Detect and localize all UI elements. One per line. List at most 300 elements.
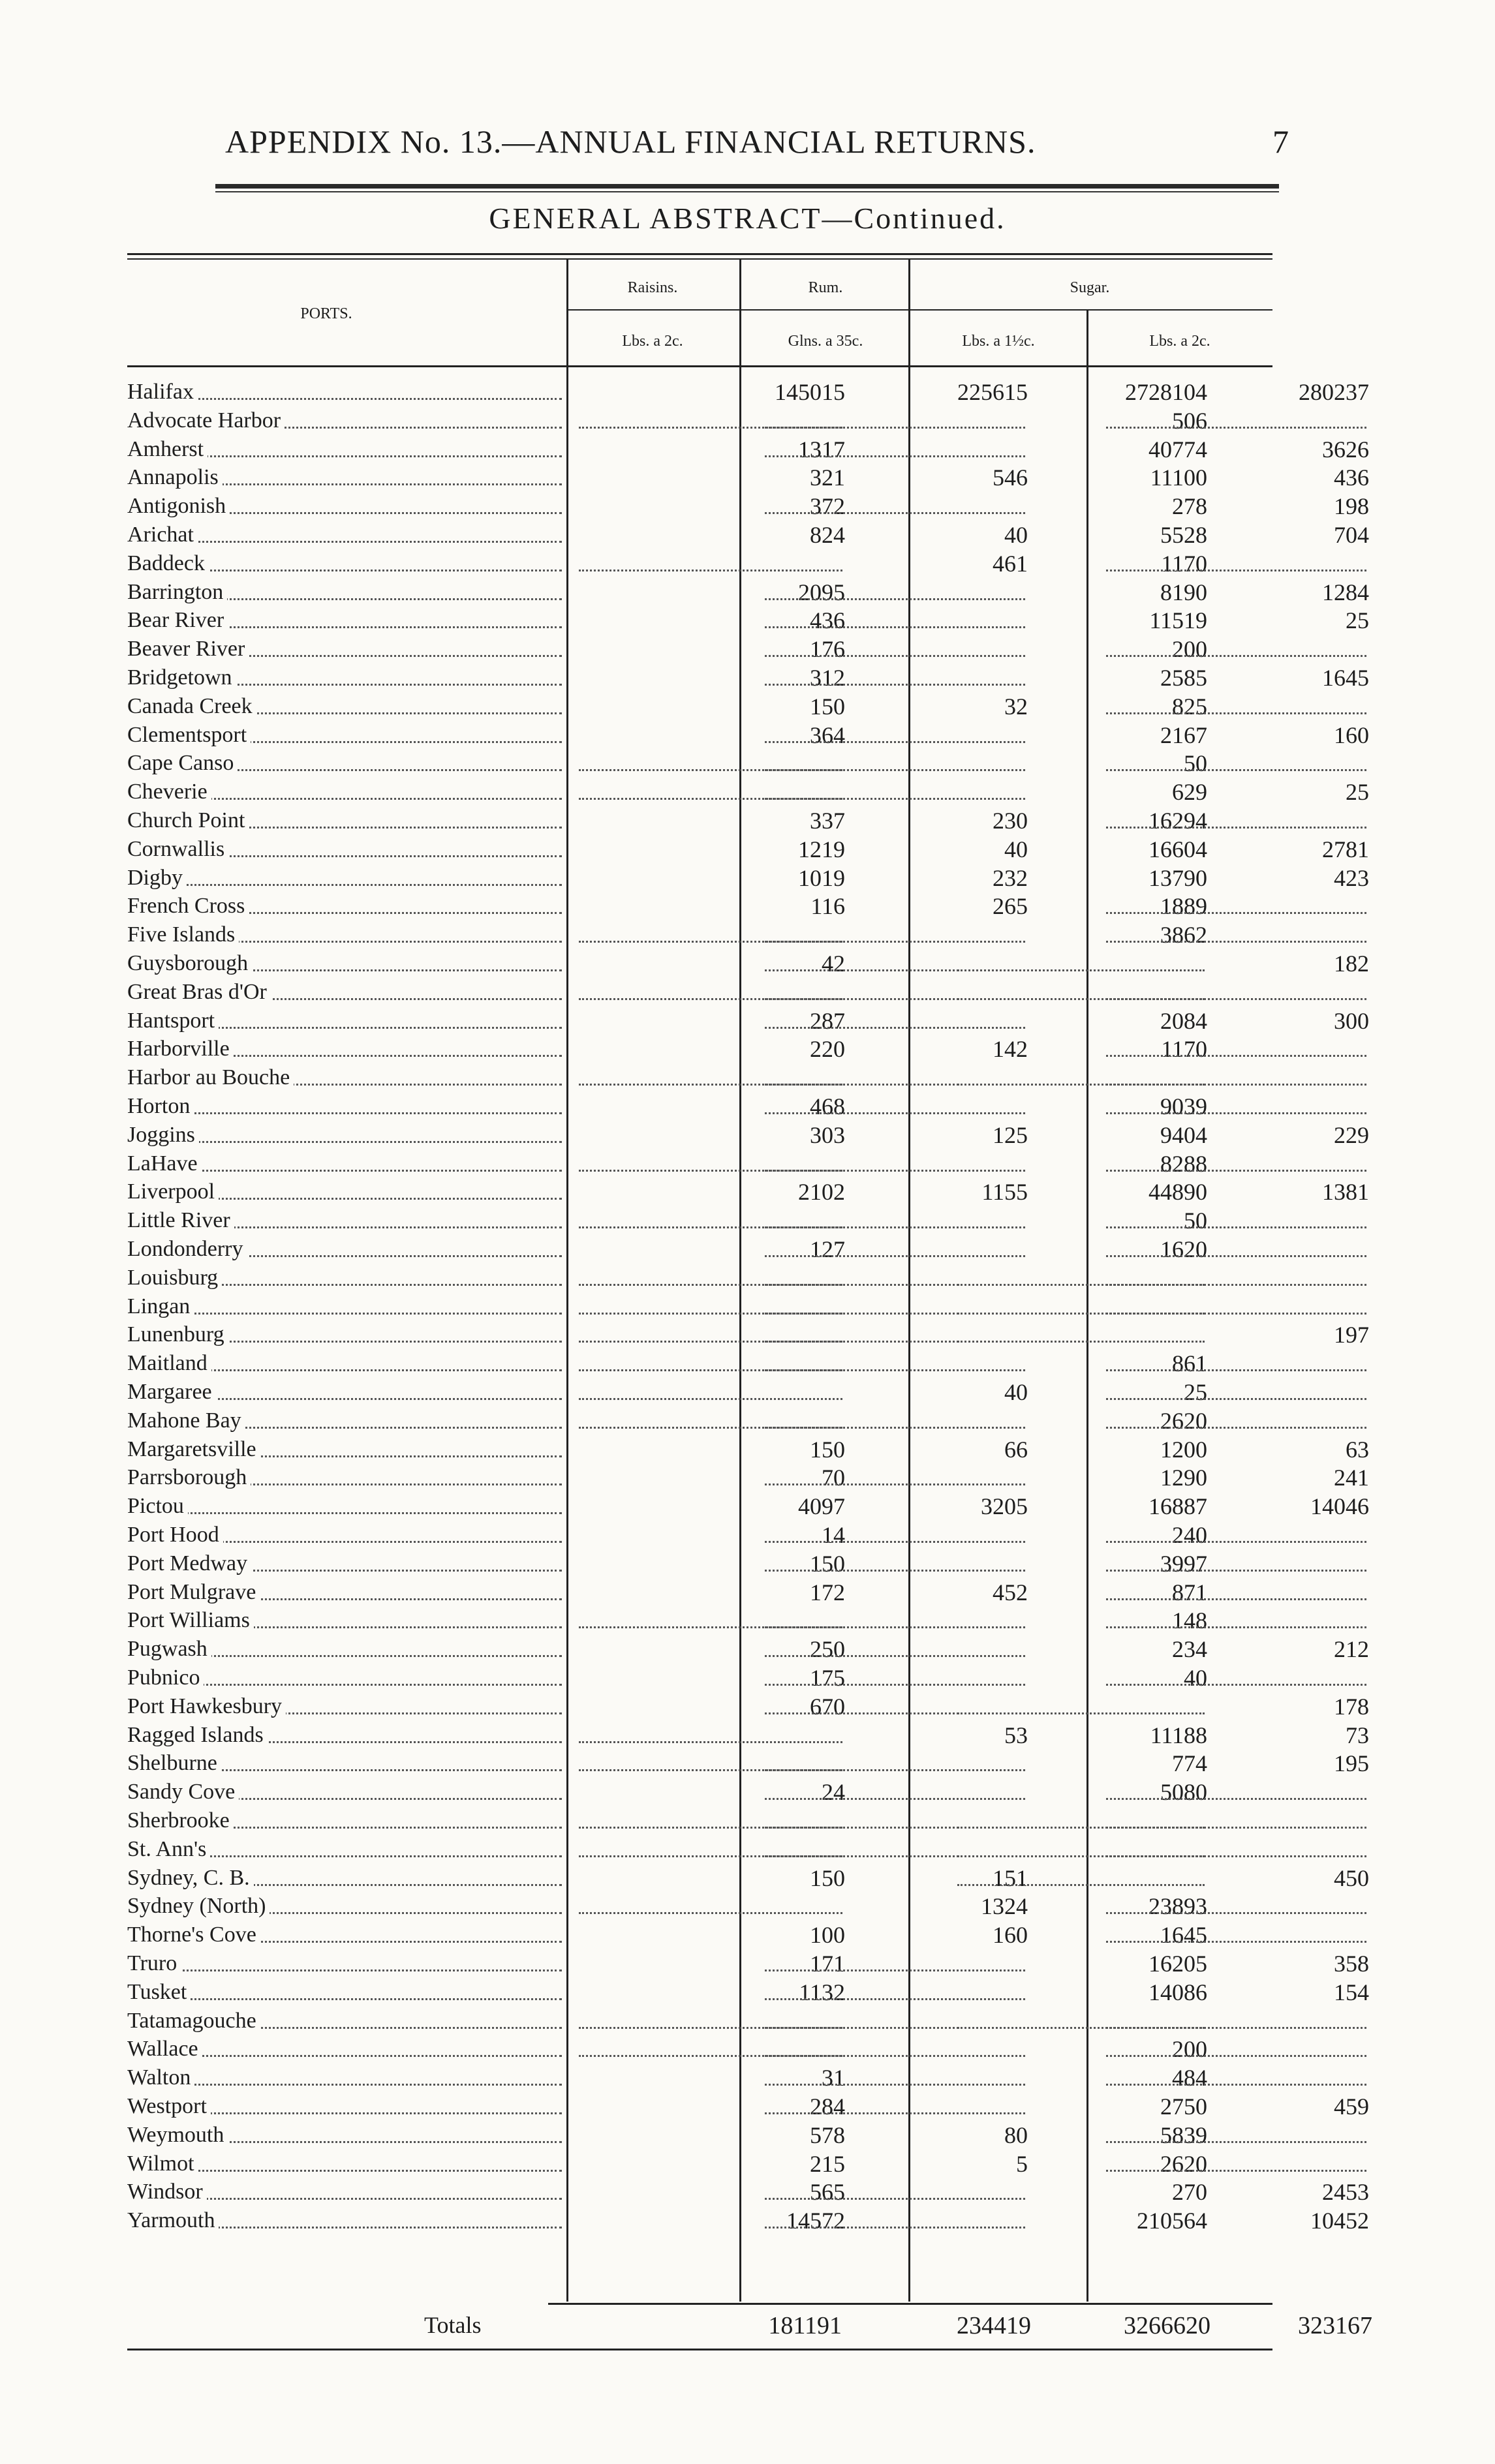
table-row — [127, 1607, 1269, 1634]
port-name — [127, 579, 571, 606]
table-row — [127, 1807, 1269, 1834]
sugar-2-cell — [1098, 1264, 1369, 1292]
sugar-1-cell: 13790 — [1148, 864, 1207, 891]
port-label: Londonderry — [127, 1237, 247, 1261]
sugar-1-cell: 2620 — [1160, 2150, 1207, 2177]
port-label: Westport — [127, 2094, 211, 2118]
port-name — [127, 521, 571, 549]
sugar-1-cell: 11519 — [1149, 607, 1207, 634]
raisins-cell: 176 — [810, 636, 845, 663]
port-label: Arichat — [127, 523, 198, 547]
sugar-1-cell: 2620 — [1160, 1407, 1207, 1434]
port-name — [127, 1979, 571, 2006]
total-sugar-1: 3266620 — [1124, 2312, 1210, 2339]
port-name — [127, 1264, 571, 1292]
sugar-2-cell: 280237 — [1299, 379, 1369, 405]
port-label: LaHave — [127, 1151, 202, 1176]
port-label: Shelburne — [127, 1751, 221, 1775]
bottom-rule — [127, 2349, 1272, 2350]
sugar-2-cell — [1098, 1350, 1369, 1377]
port-name — [127, 2178, 571, 2206]
port-name — [127, 1178, 571, 1206]
rum-cell: 80 — [1004, 2122, 1028, 2148]
table-row — [127, 892, 1269, 920]
rum-cell: 53 — [1004, 1722, 1028, 1748]
port-label: Halifax — [127, 380, 198, 404]
port-label: Port Hood — [127, 1523, 223, 1547]
table-row — [127, 2178, 1369, 2206]
sugar-1-cell: 40 — [1184, 1665, 1207, 1691]
port-name — [127, 1750, 571, 1777]
rum-cell: 265 — [993, 893, 1028, 920]
raisins-cell: 337 — [810, 808, 845, 834]
sugar-2-cell: 1645 — [1322, 665, 1369, 691]
totals-row — [127, 2311, 1372, 2343]
sugar-2-cell — [1098, 1778, 1369, 1806]
sugar-2-cell: 212 — [1334, 1636, 1369, 1663]
port-label: Cheverie — [127, 780, 211, 804]
table-row — [127, 950, 1369, 977]
sugar-1-cell: 1170 — [1161, 1036, 1207, 1063]
sugar-2-cell: 195 — [1334, 1750, 1369, 1777]
port-name — [127, 693, 571, 720]
table-row — [127, 464, 1369, 491]
page-title: APPENDIX No. 13.—ANNUAL FINANCIAL RETURNS. — [225, 123, 1036, 160]
port-label: Weymouth — [127, 2123, 228, 2147]
sugar-2-cell — [1098, 750, 1369, 777]
port-name — [127, 1321, 571, 1348]
table-row — [127, 521, 1369, 549]
sugar-2-cell — [1098, 1093, 1369, 1120]
raisins-cell: 4097 — [798, 1493, 845, 1520]
sugar-1-cell: 629 — [1172, 779, 1207, 806]
header-bottom-rule — [127, 365, 1272, 367]
port-name — [127, 1664, 571, 1692]
port-label: Mahone Bay — [127, 1408, 245, 1433]
sugar-2-cell: 178 — [1334, 1693, 1369, 1720]
port-name — [127, 2007, 571, 2035]
rum-cell: 142 — [993, 1036, 1028, 1063]
page-header — [225, 123, 1295, 175]
raisins-cell: 127 — [810, 1236, 845, 1262]
rum-cell: 40 — [1004, 1379, 1028, 1405]
rum-cell: 40 — [1004, 522, 1028, 548]
port-name — [127, 464, 571, 491]
sugar-2-cell: 182 — [1334, 951, 1369, 977]
sugar-2-cell: 25 — [1346, 779, 1369, 806]
totals-rule — [548, 2303, 1272, 2305]
rum-cell: 452 — [993, 1579, 1028, 1605]
raisins-cell: 150 — [810, 1550, 845, 1577]
rum-cell: 160 — [993, 1922, 1028, 1949]
sugar-2-cell — [1098, 1893, 1369, 1920]
port-label: French Cross — [127, 894, 249, 918]
port-name — [127, 378, 571, 406]
port-label: Tusket — [127, 1980, 191, 2004]
raisins-cell: 303 — [810, 1121, 845, 1148]
port-label: Great Bras d'Or — [127, 980, 271, 1004]
sugar-1-cell: 50 — [1184, 1208, 1207, 1234]
sugar-2-cell: 1381 — [1322, 1179, 1369, 1206]
port-label: Harbor au Bouche — [127, 1065, 294, 1089]
sugar-1-cell: 1889 — [1160, 893, 1207, 920]
raisins-cell: 24 — [822, 1779, 845, 1806]
total-raisins: 181191 — [768, 2312, 842, 2339]
port-label: Barrington — [127, 580, 227, 604]
raisins-cell: 150 — [810, 1864, 845, 1891]
table-row — [127, 807, 1269, 834]
table-row — [127, 407, 1269, 434]
table-row — [127, 1378, 1269, 1406]
sugar-2-cell: 73 — [1346, 1722, 1369, 1748]
sugar-1-cell: 44890 — [1148, 1179, 1207, 1206]
sugar-2-cell: 1284 — [1322, 579, 1369, 605]
port-label: Advocate Harbor — [127, 408, 285, 433]
sugar-1-cell: 2728104 — [1125, 379, 1207, 405]
sugar-2-cell — [1098, 1921, 1369, 1949]
port-name — [127, 493, 571, 520]
sugar-2-cell: 10452 — [1310, 2208, 1369, 2234]
raisins-cell: 372 — [810, 493, 845, 520]
table-row — [127, 1436, 1369, 1463]
page-number: 7 — [1272, 123, 1289, 160]
sugar-1-cell: 240 — [1172, 1522, 1207, 1548]
port-name — [127, 2150, 571, 2178]
port-name — [127, 1950, 571, 1977]
table-row — [127, 1207, 1269, 1234]
port-name — [127, 1893, 571, 1920]
table-row — [127, 607, 1369, 634]
sugar-1-cell: 11188 — [1150, 1722, 1207, 1748]
table-row — [127, 1664, 1269, 1692]
sugar-2-cell: 63 — [1346, 1436, 1369, 1463]
port-name — [127, 1121, 571, 1149]
port-name — [127, 778, 571, 806]
rum-cell: 151 — [993, 1864, 1028, 1891]
raisins-cell: 1219 — [798, 836, 845, 862]
port-name — [127, 1493, 571, 1520]
table-row — [127, 722, 1369, 749]
sugar-2-cell: 436 — [1334, 464, 1369, 491]
sugar-2-cell: 459 — [1334, 2093, 1369, 2120]
port-label: Hantsport — [127, 1009, 219, 1033]
sugar-2-cell — [1098, 1550, 1369, 1577]
port-name — [127, 664, 571, 692]
sugar-2-cell — [1098, 1064, 1369, 1091]
port-name — [127, 950, 571, 977]
table-row — [127, 1921, 1269, 1949]
sugar-2-cell: 241 — [1334, 1465, 1369, 1491]
port-name — [127, 1035, 571, 1063]
sugar-2-cell: 25 — [1346, 607, 1369, 634]
raisins-cell: 824 — [810, 522, 845, 548]
port-name — [127, 1864, 571, 1892]
sugar-2-cell: 358 — [1334, 1951, 1369, 1977]
raisins-cell: 1317 — [798, 436, 845, 463]
port-label: Amherst — [127, 437, 208, 461]
port-label: Windsor — [127, 2180, 207, 2204]
port-label: Sandy Cove — [127, 1780, 239, 1804]
sugar-2-cell — [1098, 2007, 1369, 2035]
raisins-cell: 670 — [810, 1693, 845, 1720]
sugar-2-cell — [1098, 407, 1369, 434]
table-row — [127, 1836, 1269, 1863]
sugar-1-cell: 40774 — [1148, 436, 1207, 463]
raisins-cell: 468 — [810, 1093, 845, 1119]
table-row — [127, 2093, 1369, 2120]
port-label: Truro — [127, 1951, 181, 1975]
table-row — [127, 1893, 1269, 1920]
sugar-2-cell: 160 — [1334, 722, 1369, 748]
header-rule — [215, 184, 1279, 189]
header-rule-thin — [215, 191, 1279, 192]
port-label: Port Hawkesbury — [127, 1694, 286, 1718]
sugar-1-cell: 5080 — [1160, 1779, 1207, 1806]
port-label: Margaretsville — [127, 1437, 260, 1461]
sugar-1-cell: 148 — [1172, 1607, 1207, 1634]
raisins-cell: 215 — [810, 2150, 845, 2177]
port-label: Margaree — [127, 1380, 216, 1404]
sugar-1-cell: 5528 — [1160, 522, 1207, 548]
sugar-1-cell: 5839 — [1160, 2122, 1207, 2148]
sugar-2-cell: 2781 — [1322, 836, 1369, 862]
rum-cell: 230 — [993, 808, 1028, 834]
table-row — [127, 1521, 1269, 1549]
port-name — [127, 722, 571, 749]
port-name — [127, 2207, 571, 2234]
table-row — [127, 1579, 1269, 1606]
raisins-cell: 175 — [810, 1665, 845, 1691]
port-label: Ragged Islands — [127, 1723, 268, 1747]
port-name — [127, 1436, 571, 1463]
raisins-cell: 321 — [810, 464, 845, 491]
table-row — [127, 378, 1369, 406]
port-name — [127, 864, 571, 892]
table-row — [127, 1979, 1369, 2006]
port-name — [127, 1722, 571, 1749]
sugar-1-cell: 50 — [1184, 750, 1207, 777]
port-name — [127, 807, 571, 834]
port-label: Lingan — [127, 1294, 194, 1318]
rum-cell: 1324 — [981, 1893, 1028, 1920]
port-label: Maitland — [127, 1351, 211, 1375]
raisins-cell: 150 — [810, 1436, 845, 1463]
sugar-2-cell: 450 — [1334, 1864, 1369, 1891]
port-label: Pictou — [127, 1494, 188, 1518]
port-label: Sherbrooke — [127, 1808, 234, 1833]
table-row — [127, 1150, 1269, 1178]
port-label: Clementsport — [127, 723, 251, 747]
port-name — [127, 1693, 571, 1720]
rum-cell: 225615 — [957, 379, 1028, 405]
table-row — [127, 2007, 1269, 2035]
table-row — [127, 979, 1269, 1006]
sugar-1-cell: 484 — [1172, 2065, 1207, 2091]
port-name — [127, 1350, 571, 1377]
sugar-2-cell — [1098, 693, 1369, 720]
raisins-cell: 42 — [822, 951, 845, 977]
port-label: Louisburg — [127, 1266, 222, 1290]
sugar-1-cell: 861 — [1172, 1350, 1207, 1377]
sugar-1-cell: 200 — [1172, 2036, 1207, 2063]
raisins-cell: 220 — [810, 1036, 845, 1063]
sugar-2-cell — [1098, 1378, 1369, 1406]
table-row — [127, 1635, 1369, 1663]
port-name — [127, 1836, 571, 1863]
sugar-2-cell — [1098, 550, 1369, 577]
sugar-2-cell: 198 — [1334, 493, 1369, 520]
sugar-1-cell: 506 — [1172, 407, 1207, 434]
port-label: Cape Canso — [127, 751, 238, 775]
port-label: Wallace — [127, 2037, 202, 2061]
port-label: Bridgetown — [127, 665, 236, 690]
sugar-2-cell — [1098, 1607, 1369, 1634]
port-label: Baddeck — [127, 551, 209, 575]
port-name — [127, 1207, 571, 1234]
sugar-1-cell: 8190 — [1160, 579, 1207, 605]
table-subtitle: GENERAL ABSTRACT—Continued. — [489, 202, 1006, 235]
table-top-rule-2 — [127, 258, 1272, 260]
rum-cell: 3205 — [981, 1493, 1028, 1520]
raisins-cell: 145015 — [775, 379, 845, 405]
sugar-1-cell: 871 — [1172, 1579, 1207, 1605]
raisins-cell: 284 — [810, 2093, 845, 2120]
table-row — [127, 1864, 1369, 1892]
column-header-ports: PORTS. — [300, 305, 352, 322]
port-label: Walton — [127, 2065, 194, 2090]
raisins-cell: 2102 — [798, 1179, 845, 1206]
table-row — [127, 1178, 1369, 1206]
table-row — [127, 2064, 1269, 2091]
sugar-2-cell — [1098, 1293, 1369, 1320]
port-name — [127, 1007, 571, 1035]
port-name — [127, 1293, 571, 1320]
port-label: Guysborough — [127, 951, 252, 975]
port-label: Liverpool — [127, 1179, 219, 1204]
unit-sugar-1: Lbs. a 1½c. — [962, 333, 1035, 350]
sugar-1-cell: 200 — [1172, 636, 1207, 663]
table-row — [127, 1093, 1269, 1120]
table-row — [127, 664, 1369, 692]
table-row — [127, 2035, 1269, 2063]
raisins-cell: 14 — [822, 1522, 845, 1548]
sugar-1-cell: 16887 — [1148, 1493, 1207, 1520]
raisins-cell: 565 — [810, 2179, 845, 2206]
sugar-2-cell — [1098, 979, 1369, 1006]
sugar-2-cell: 2453 — [1322, 2179, 1369, 2206]
table-row — [127, 1121, 1369, 1149]
sugar-2-cell — [1098, 1579, 1369, 1606]
raisins-cell: 172 — [810, 1579, 845, 1605]
port-label: Yarmouth — [127, 2208, 219, 2232]
table-row — [127, 1407, 1269, 1435]
table-row — [127, 1064, 1269, 1091]
port-name — [127, 2064, 571, 2091]
port-name — [127, 2093, 571, 2120]
sugar-1-cell: 2084 — [1160, 1007, 1207, 1034]
table-row — [127, 436, 1369, 463]
table-row — [127, 579, 1369, 606]
sugar-2-cell — [1098, 1236, 1369, 1263]
port-name — [127, 407, 571, 434]
raisins-cell: 116 — [810, 893, 845, 920]
port-name — [127, 550, 571, 577]
port-name — [127, 1579, 571, 1606]
port-name — [127, 892, 571, 920]
port-name — [127, 1093, 571, 1120]
totals-label: Totals — [424, 2312, 482, 2338]
sugar-1-cell: 1645 — [1160, 1922, 1207, 1949]
table-row — [127, 1493, 1369, 1520]
port-label: Pubnico — [127, 1665, 204, 1690]
sugar-2-cell — [1098, 635, 1369, 663]
port-label: Digby — [127, 866, 187, 890]
table-row — [127, 1550, 1269, 1577]
sugar-2-cell: 423 — [1334, 864, 1369, 891]
sugar-1-cell: 774 — [1172, 1750, 1207, 1777]
sugar-2-cell — [1098, 892, 1369, 920]
port-name — [127, 1921, 571, 1949]
port-label: Cornwallis — [127, 837, 228, 861]
table-row — [127, 778, 1369, 806]
unit-rum: Glns. a 35c. — [788, 333, 863, 350]
sugar-2-cell — [1098, 1807, 1369, 1834]
header-mid-rule — [566, 309, 1272, 311]
sugar-1-cell: 2167 — [1160, 722, 1207, 748]
sugar-2-cell — [1098, 807, 1369, 834]
total-rum: 234419 — [957, 2312, 1031, 2339]
sugar-1-cell: 14086 — [1148, 1979, 1207, 2005]
raisins-cell: 31 — [822, 2065, 845, 2091]
port-label: Pugwash — [127, 1637, 211, 1661]
table-row — [127, 921, 1269, 949]
port-name — [127, 921, 571, 949]
table-row — [127, 1693, 1369, 1720]
port-label: Annapolis — [127, 465, 223, 489]
sugar-1-cell: 3997 — [1160, 1550, 1207, 1577]
port-label: Port Mulgrave — [127, 1580, 260, 1604]
port-name — [127, 1150, 571, 1178]
rum-cell: 461 — [993, 550, 1028, 577]
sugar-2-cell — [1098, 1521, 1369, 1549]
port-label: Wilmot — [127, 2152, 198, 2176]
rum-cell: 232 — [993, 864, 1028, 891]
sugar-1-cell: 2750 — [1160, 2093, 1207, 2120]
raisins-cell: 312 — [810, 665, 845, 691]
table-row — [127, 1293, 1269, 1320]
sugar-1-cell: 25 — [1184, 1379, 1207, 1405]
sugar-1-cell: 2585 — [1160, 665, 1207, 691]
sugar-1-cell: 1170 — [1161, 550, 1207, 577]
sugar-2-cell: 3626 — [1322, 436, 1369, 463]
raisins-cell: 250 — [810, 1636, 845, 1663]
port-name — [127, 1464, 571, 1491]
sugar-2-cell — [1098, 1836, 1369, 1863]
raisins-cell: 1132 — [799, 1979, 845, 2005]
raisins-cell: 171 — [810, 1951, 845, 1977]
table-row — [127, 1950, 1369, 1977]
table-row — [127, 550, 1269, 577]
raisins-cell: 14572 — [786, 2208, 845, 2234]
raisins-cell: 70 — [822, 1465, 845, 1491]
rum-cell: 66 — [1004, 1436, 1028, 1463]
table-row — [127, 2207, 1369, 2234]
sugar-1-cell: 210564 — [1137, 2208, 1207, 2234]
table-row — [127, 1350, 1269, 1377]
sugar-2-cell — [1098, 1207, 1369, 1234]
table-row — [127, 1035, 1269, 1063]
port-name — [127, 2122, 571, 2149]
